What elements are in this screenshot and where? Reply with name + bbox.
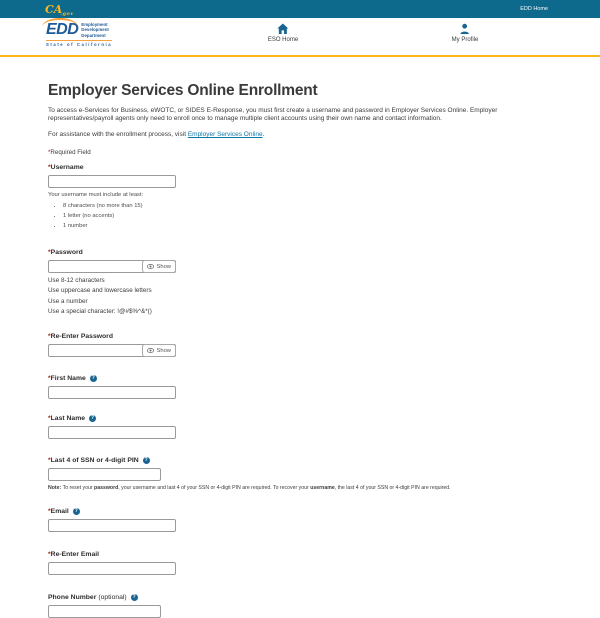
password-show-label: Show [156,263,171,270]
last-name-group [48,415,552,439]
ssn-pin-help-icon[interactable]: ? [144,457,148,464]
last-name-label [48,415,552,422]
assistance-prefix: For assistance with the enrollment process, visit [48,131,188,139]
reenter-password-label-text: Re-Enter Password [50,333,113,341]
username-input[interactable] [48,175,176,188]
nav-my-profile-label: My Profile [451,37,479,43]
main-content [0,57,600,618]
email-input[interactable] [48,519,176,532]
email-asterisk: * [48,508,51,516]
reenter-email-group [48,551,552,575]
phone-help-icon[interactable]: ? [132,594,136,601]
edd-logo-department-lines [81,22,109,38]
phone-label [48,594,552,601]
password-rule: Use a special character: !@#$%^&*() [48,308,152,316]
last-name-help-icon[interactable]: ? [91,415,95,422]
reenter-password-show-button[interactable] [142,344,176,357]
eye-icon [147,348,154,353]
note-text: To reset your [61,485,95,492]
username-hint-item: • 1 number [63,223,552,229]
password-rule: Use 8-12 characters [48,276,105,284]
note-bold-username: username [310,485,335,492]
password-rule: Use a number [48,297,88,305]
employer-services-online-link[interactable]: Employer Services Online [187,131,263,139]
phone-optional-text: (optional) [98,594,127,602]
note-text: , the last 4 of your SSN or 4-digit PIN are required. [334,485,451,492]
last-name-label-text: Last Name [50,415,86,423]
edd-logo-line2: Development [81,27,109,33]
reenter-password-label [48,333,552,340]
first-name-help-icon[interactable]: ? [91,375,95,382]
edd-logo-line3: Department [81,32,106,38]
ca-gov-logo[interactable] [45,4,76,15]
edd-logo[interactable] [46,22,112,47]
first-name-asterisk: * [48,375,51,383]
ssn-pin-label [48,457,552,464]
note-text: , your username and last 4 of your SSN or 4-digit PIN are required. To recover your [118,485,311,492]
password-label-text: Password [50,249,83,257]
last-name-asterisk: * [48,415,51,423]
page-title: Employer Services Online Enrollment [48,82,318,99]
username-label-text: Username [50,164,84,172]
phone-label-text: Phone Number [48,594,97,602]
reenter-password-group [48,333,552,357]
email-help-icon[interactable]: ? [74,508,78,515]
nav-my-profile[interactable] [452,23,479,43]
required-asterisk: * [48,149,51,157]
email-group [48,508,552,532]
first-name-label [48,375,552,382]
username-asterisk: * [48,164,51,172]
eye-icon [147,264,154,269]
ssn-pin-input[interactable] [48,468,161,481]
last-name-input[interactable] [48,426,176,439]
ssn-pin-asterisk: * [48,457,51,465]
utility-bar [0,0,600,18]
reenter-email-asterisk: * [48,551,51,559]
required-field-legend [48,149,552,156]
edd-logo-line1: Employment [81,22,108,27]
password-asterisk: * [48,249,51,257]
password-group [48,249,552,315]
first-name-group [48,375,552,399]
nav-eso-home-label: ESO Home [267,37,299,43]
reenter-password-show-label: Show [156,347,171,354]
edd-logo-text: EDD [46,21,79,39]
home-icon [277,23,289,35]
intro-paragraph: To access e-Services for Business, eWOTC, or SIDES E-Response, you must first create a username and password in Employer Services Online. Employer representatives/payroll agents only need to enroll once to manage multiple client accounts using their own name and contact information. [48,107,498,123]
username-hint-title: Your username must include at least: [48,192,144,199]
phone-group [48,594,552,618]
assistance-suffix: . [262,131,265,139]
username-hint-item: • 8 characters (no more than 15) [63,203,552,209]
username-label [48,164,552,171]
required-field-text: Required Field [50,149,91,157]
password-label [48,249,552,256]
note-bold-password: password [94,485,119,492]
edd-logo-tagline: State of California [46,40,112,48]
password-rules [48,277,552,316]
reenter-email-label [48,551,552,558]
email-label [48,508,552,515]
reset-note [48,485,552,491]
email-label-text: Email [50,508,69,516]
assistance-line [48,131,552,138]
person-icon [459,23,471,35]
nav-eso-home[interactable] [268,23,298,43]
password-rule: Use uppercase and lowercase letters [48,287,152,295]
ssn-pin-group [48,457,552,491]
site-header [0,18,600,57]
reenter-password-asterisk: * [48,333,51,341]
ca-gov-logo-gov: .gov [60,10,74,17]
reenter-email-input[interactable] [48,562,176,575]
ssn-pin-label-text: Last 4 of SSN or 4-digit PIN [50,457,139,465]
edd-home-link[interactable]: EDD Home [520,6,548,12]
password-show-button[interactable] [142,260,176,273]
note-bold-note: Note: [48,485,62,492]
reenter-email-label-text: Re-Enter Email [50,551,100,559]
username-hints-list [63,203,552,229]
first-name-input[interactable] [48,386,176,399]
username-group [48,164,552,229]
phone-input[interactable] [48,605,161,618]
username-hint-item: • 1 letter (no accents) [63,213,552,219]
ca-gov-logo-ca: CA [45,2,63,16]
edd-logo-swoosh [42,18,78,27]
first-name-label-text: First Name [50,375,86,383]
